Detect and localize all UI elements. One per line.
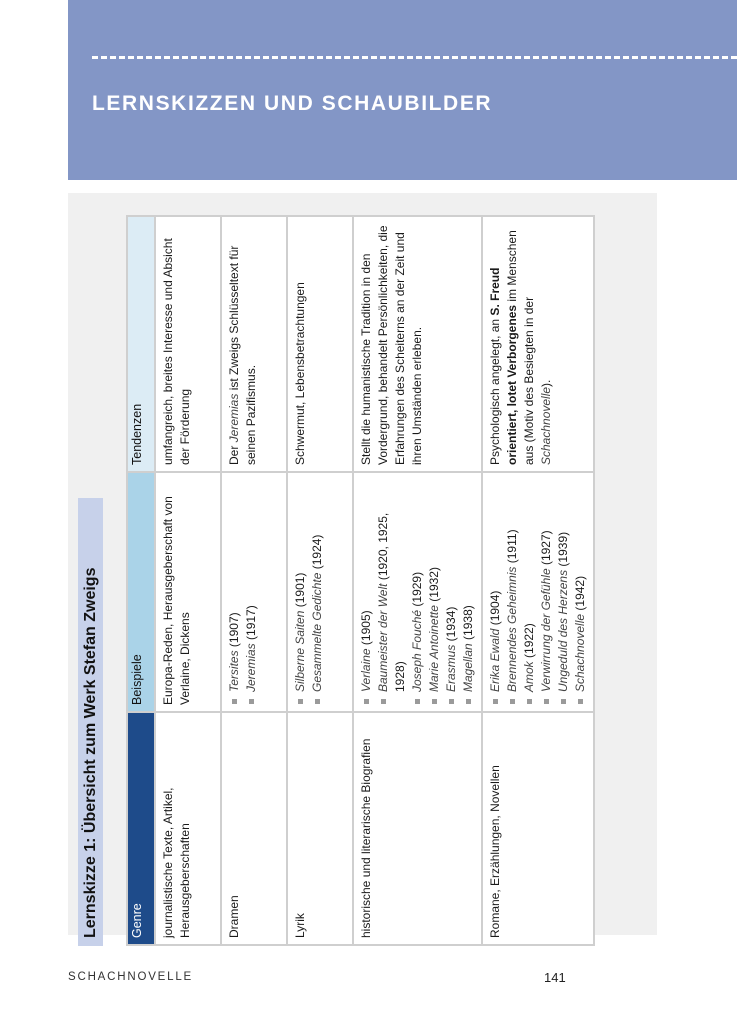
- examples-list: [487, 479, 589, 705]
- work-year: (1901): [293, 572, 307, 608]
- work-title: Jeremias: [244, 643, 258, 692]
- tendency-cell: Schwermut, Lebensbetrachtungen: [287, 216, 353, 472]
- tendency-cell: umfangreich, breites Interesse und Absicht der Förderung: [155, 216, 221, 472]
- examples-cell: [353, 472, 482, 712]
- examples-cell: [221, 472, 287, 712]
- list-item: [292, 479, 309, 705]
- work-title: Tersites: [227, 650, 241, 692]
- work-title: Erasmus: [444, 644, 458, 692]
- work-title: Baumeister der Welt: [376, 583, 390, 692]
- table-header-row: [127, 216, 155, 945]
- list-item: [538, 479, 555, 705]
- genre-cell: historische und literarische Biografien: [353, 712, 482, 945]
- list-item: [504, 479, 521, 705]
- tendency-italic: Schachnovelle: [539, 386, 553, 465]
- list-item: [409, 479, 426, 705]
- table-row: [155, 216, 221, 945]
- genre-cell: Lyrik: [287, 712, 353, 945]
- work-year: (1922): [522, 623, 536, 658]
- work-title: Marie Antoinette: [427, 605, 441, 692]
- work-title: Brennendes Geheimnis: [505, 566, 519, 692]
- rotated-table-container: [78, 200, 587, 960]
- work-title: Ungeduld des Herzens: [556, 569, 570, 692]
- tendency-bold: S. Freud orientiert, lotet Verborgenes: [488, 267, 519, 465]
- header-genre: Genre: [127, 712, 155, 945]
- work-title: Gesammelte Gedichte: [310, 572, 324, 692]
- work-year: (1927): [539, 530, 553, 566]
- work-title: Silberne Saiten: [293, 610, 307, 692]
- header-tendenzen: Tendenzen: [127, 216, 155, 472]
- work-year: (1932): [427, 567, 441, 602]
- list-item: [375, 479, 409, 705]
- list-item: [358, 479, 375, 705]
- work-year: (1905): [359, 610, 373, 646]
- table-row: [482, 216, 594, 945]
- table-row: [353, 216, 482, 945]
- work-year: (1934): [444, 606, 458, 642]
- work-year: (1938): [461, 605, 475, 640]
- examples-cell: [482, 472, 594, 712]
- genre-cell: Dramen: [221, 712, 287, 945]
- work-year: (1904): [488, 590, 502, 626]
- tendency-cell: [221, 216, 287, 472]
- list-item: [555, 479, 572, 705]
- list-item: [572, 479, 589, 705]
- work-year: (1942): [573, 575, 587, 611]
- examples-cell: [287, 472, 353, 712]
- list-item: [243, 479, 260, 705]
- chapter-title: LERNSKIZZEN UND SCHAUBILDER: [92, 92, 493, 115]
- list-item: [443, 479, 460, 705]
- works-overview-table: [126, 215, 595, 946]
- footer-book-title: SCHACHNOVELLE: [68, 971, 194, 983]
- tendency-text: Der: [227, 442, 241, 465]
- work-title: Verwirrung der Gefühle: [539, 568, 553, 692]
- dashed-divider: [92, 56, 737, 59]
- work-title: Magellan: [461, 643, 475, 692]
- tendency-italic: Jeremias: [227, 393, 241, 443]
- work-year: (1929): [410, 571, 424, 607]
- work-year: (1917): [244, 605, 258, 640]
- table-caption-text: Lernskizze 1: Übersicht zum Werk Stefan Zweigs: [82, 567, 99, 938]
- work-title: Schachnovelle: [573, 613, 587, 692]
- table-row: [221, 216, 287, 945]
- list-item: [426, 479, 443, 705]
- examples-cell: Europa-Reden, Herausgeberschaft von Verlaine, Dickens: [155, 472, 221, 712]
- work-title: Joseph Fouché: [410, 609, 424, 692]
- list-item: [487, 479, 504, 705]
- list-item: [309, 479, 326, 705]
- work-year: (1907): [227, 612, 241, 648]
- tendency-text: im Menschen aus (Motiv des Besiegten in der: [505, 230, 536, 465]
- genre-cell: Romane, Erzählungen, Novellen: [482, 712, 594, 945]
- list-item: [521, 479, 538, 705]
- work-title: Amok: [522, 661, 536, 692]
- list-item: [460, 479, 477, 705]
- page-number: 141: [544, 970, 566, 985]
- tendency-text: ist Zweigs Schlüsseltext für seinen Pazifismus.: [227, 245, 258, 465]
- list-item: [226, 479, 243, 705]
- tendency-cell: Stellt die humanistische Tradition in den Vordergrund, behandelt Persönlichkeiten, die Erfahrungen des Scheiterns an der Zeit und ihren Umständen erleben.: [353, 216, 482, 472]
- examples-list: [292, 479, 326, 705]
- work-title: Erika Ewald: [488, 628, 502, 692]
- table-caption: [78, 498, 103, 946]
- examples-list: [358, 479, 477, 705]
- work-year: (1924): [310, 534, 324, 570]
- table-row: [287, 216, 353, 945]
- chapter-header-band: [68, 0, 737, 180]
- work-title: Verlaine: [359, 648, 373, 692]
- work-year: (1911): [505, 529, 519, 564]
- tendency-text: ).: [539, 379, 553, 387]
- tendency-cell: [482, 216, 594, 472]
- header-beispiele: Beispiele: [127, 472, 155, 712]
- work-year: (1920, 1925, 1928): [376, 512, 407, 692]
- genre-cell: journalistische Texte, Artikel, Herausgeberschaften: [155, 712, 221, 945]
- work-year: (1939): [556, 531, 570, 567]
- examples-list: [226, 479, 260, 705]
- tendency-text: Psychologisch angelegt, an: [488, 315, 502, 465]
